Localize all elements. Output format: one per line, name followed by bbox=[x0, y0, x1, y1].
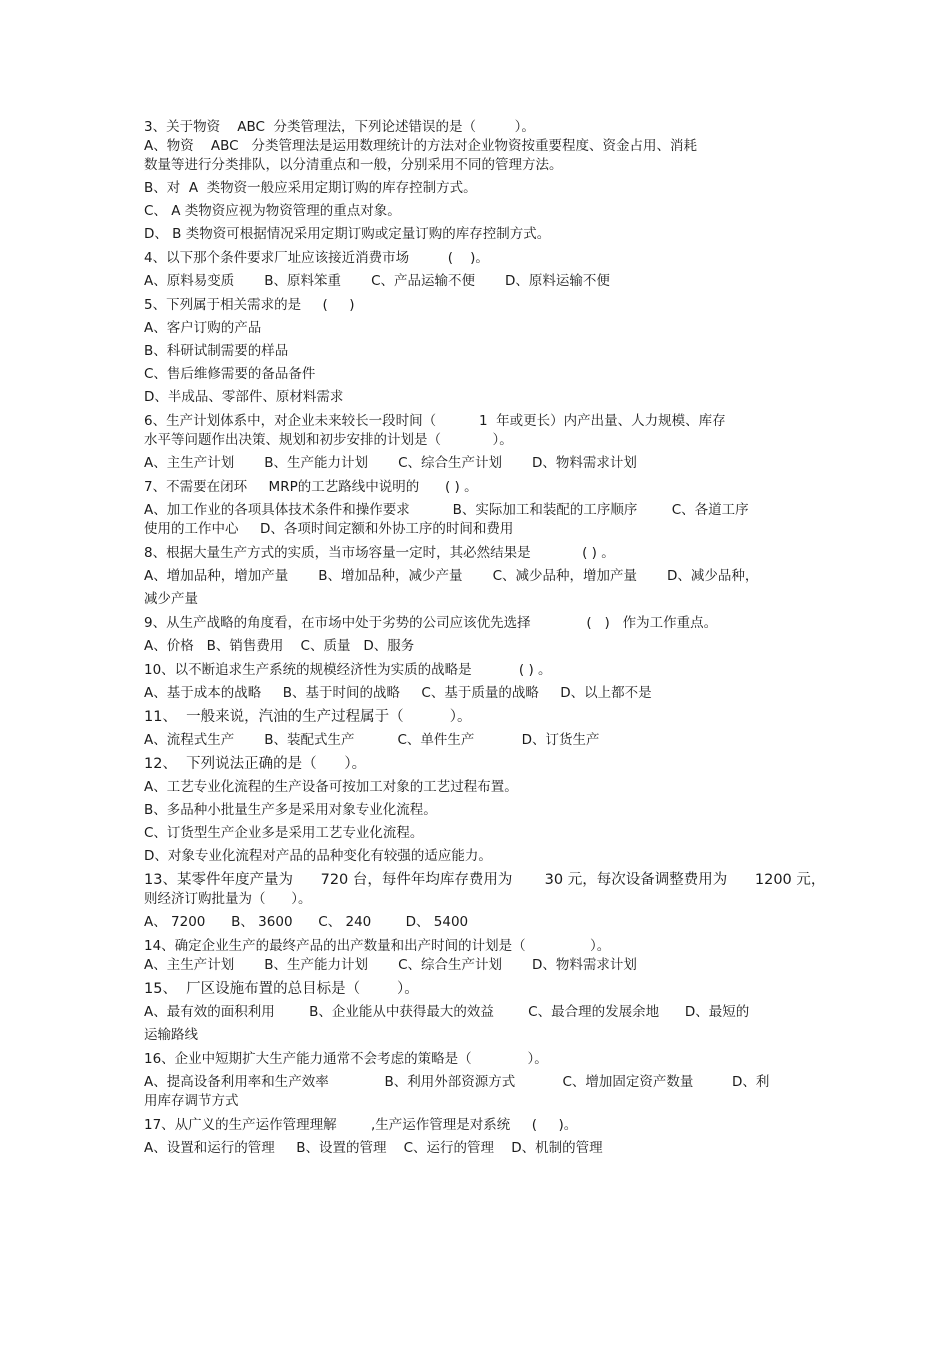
text-line: 7、不需要在闭环 MRP的工艺路线中说明的 ( ) 。 bbox=[144, 479, 478, 495]
text-line: A、增加品种，增加产量 B、增加品种，减少产量 C、减少品种，增加产量 D、减少品种， bbox=[144, 568, 759, 584]
text-line: C、售后维修需要的备品备件 bbox=[144, 366, 316, 382]
text-line: D、 B 类物资可根据情况采用定期订购或定量订购的库存控制方式。 bbox=[144, 226, 551, 242]
text-line: B、对 A 类物资一般应采用定期订购的库存控制方式。 bbox=[144, 180, 477, 196]
text-line: 则经济订购批量为（ ）。 bbox=[144, 891, 312, 907]
text-line: 使用的工作中心 D、各项时间定额和外协工序的时间和费用 bbox=[144, 521, 514, 537]
text-line: 13、某零件年度产量为 720 台，每件年均库存费用为 30 元，每次设备调整费用为 1200 元， bbox=[144, 872, 826, 888]
text-line: A、物资 ABC 分类管理法是运用数理统计的方法对企业物资按重要程度、资金占用、消耗 bbox=[144, 138, 697, 154]
text-line: 数量等进行分类排队，以分清重点和一般，分别采用不同的管理方法。 bbox=[144, 157, 563, 173]
document-text bbox=[144, 119, 826, 1156]
text-line: A、客户订购的产品 bbox=[144, 320, 262, 336]
text-line: 3、关于物资 ABC 分类管理法，下列论述错误的是（ ）。 bbox=[144, 119, 535, 135]
text-line: B、多品种小批量生产多是采用对象专业化流程。 bbox=[144, 802, 437, 818]
text-line: A、加工作业的各项具体技术条件和操作要求 B、实际加工和装配的工序顺序 C、各道工序 bbox=[144, 502, 749, 518]
text-line: 6、生产计划体系中，对企业未来较长一段时间（ 1 年或更长）内产出量、人力规模、库存 bbox=[144, 413, 726, 429]
text-line: 14、确定企业生产的最终产品的出产数量和出产时间的计划是（ ）。 bbox=[144, 938, 611, 954]
text-line: B、科研试制需要的样品 bbox=[144, 343, 289, 359]
text-line: A、提高设备利用率和生产效率 B、利用外部资源方式 C、增加固定资产数量 D、利 bbox=[144, 1074, 770, 1090]
text-line: 11、 一般来说，汽油的生产过程属于（ ）。 bbox=[144, 709, 472, 725]
text-line: A、主生产计划 B、生产能力计划 C、综合生产计划 D、物料需求计划 bbox=[144, 455, 637, 471]
text-line: 17、从广义的生产运作管理理解 ,生产运作管理是对系统 ( )。 bbox=[144, 1117, 578, 1133]
text-line: D、对象专业化流程对产品的品种变化有较强的适应能力。 bbox=[144, 848, 492, 864]
text-line: 减少产量 bbox=[144, 591, 198, 607]
text-line: C、订货型生产企业多是采用工艺专业化流程。 bbox=[144, 825, 424, 841]
text-line: 用库存调节方式 bbox=[144, 1093, 239, 1109]
text-line: A、原料易变质 B、原料笨重 C、产品运输不便 D、原料运输不便 bbox=[144, 273, 610, 289]
text-line: 15、 厂区设施布置的总目标是（ ）。 bbox=[144, 981, 419, 997]
text-line: 4、以下那个条件要求厂址应该接近消费市场 ( )。 bbox=[144, 250, 489, 266]
text-line: 运输路线 bbox=[144, 1027, 198, 1043]
text-line: 5、下列属于相关需求的是 ( ) bbox=[144, 297, 355, 313]
text-line: A、最有效的面积利用 B、企业能从中获得最大的效益 C、最合理的发展余地 D、最短的 bbox=[144, 1004, 750, 1020]
text-line: A、主生产计划 B、生产能力计划 C、综合生产计划 D、物料需求计划 bbox=[144, 957, 637, 973]
text-line: C、 A 类物资应视为物资管理的重点对象。 bbox=[144, 203, 401, 219]
text-line: 12、 下列说法正确的是（ ）。 bbox=[144, 756, 367, 772]
text-line: A、设置和运行的管理 B、设置的管理 C、运行的管理 D、机制的管理 bbox=[144, 1140, 603, 1156]
text-line: A、基于成本的战略 B、基于时间的战略 C、基于质量的战略 D、以上都不是 bbox=[144, 685, 652, 701]
text-line: 9、从生产战略的角度看，在市场中处于劣势的公司应该优先选择 ( ) 作为工作重点。 bbox=[144, 615, 718, 631]
text-line: A、流程式生产 B、装配式生产 C、单件生产 D、订货生产 bbox=[144, 732, 600, 748]
text-line: A、价格 B、销售费用 C、质量 D、服务 bbox=[144, 638, 415, 654]
text-line: 16、企业中短期扩大生产能力通常不会考虑的策略是（ ）。 bbox=[144, 1051, 548, 1067]
text-line: 8、根据大量生产方式的实质，当市场容量一定时，其必然结果是 ( ) 。 bbox=[144, 545, 615, 561]
text-line: A、 7200 B、 3600 C、 240 D、 5400 bbox=[144, 914, 469, 930]
text-line: D、半成品、零部件、原材料需求 bbox=[144, 389, 344, 405]
text-line: 10、以不断追求生产系统的规模经济性为实质的战略是 ( ) 。 bbox=[144, 662, 552, 678]
text-line: A、工艺专业化流程的生产设备可按加工对象的工艺过程布置。 bbox=[144, 779, 518, 795]
text-line: 水平等问题作出决策、规划和初步安排的计划是（ ）。 bbox=[144, 432, 513, 448]
